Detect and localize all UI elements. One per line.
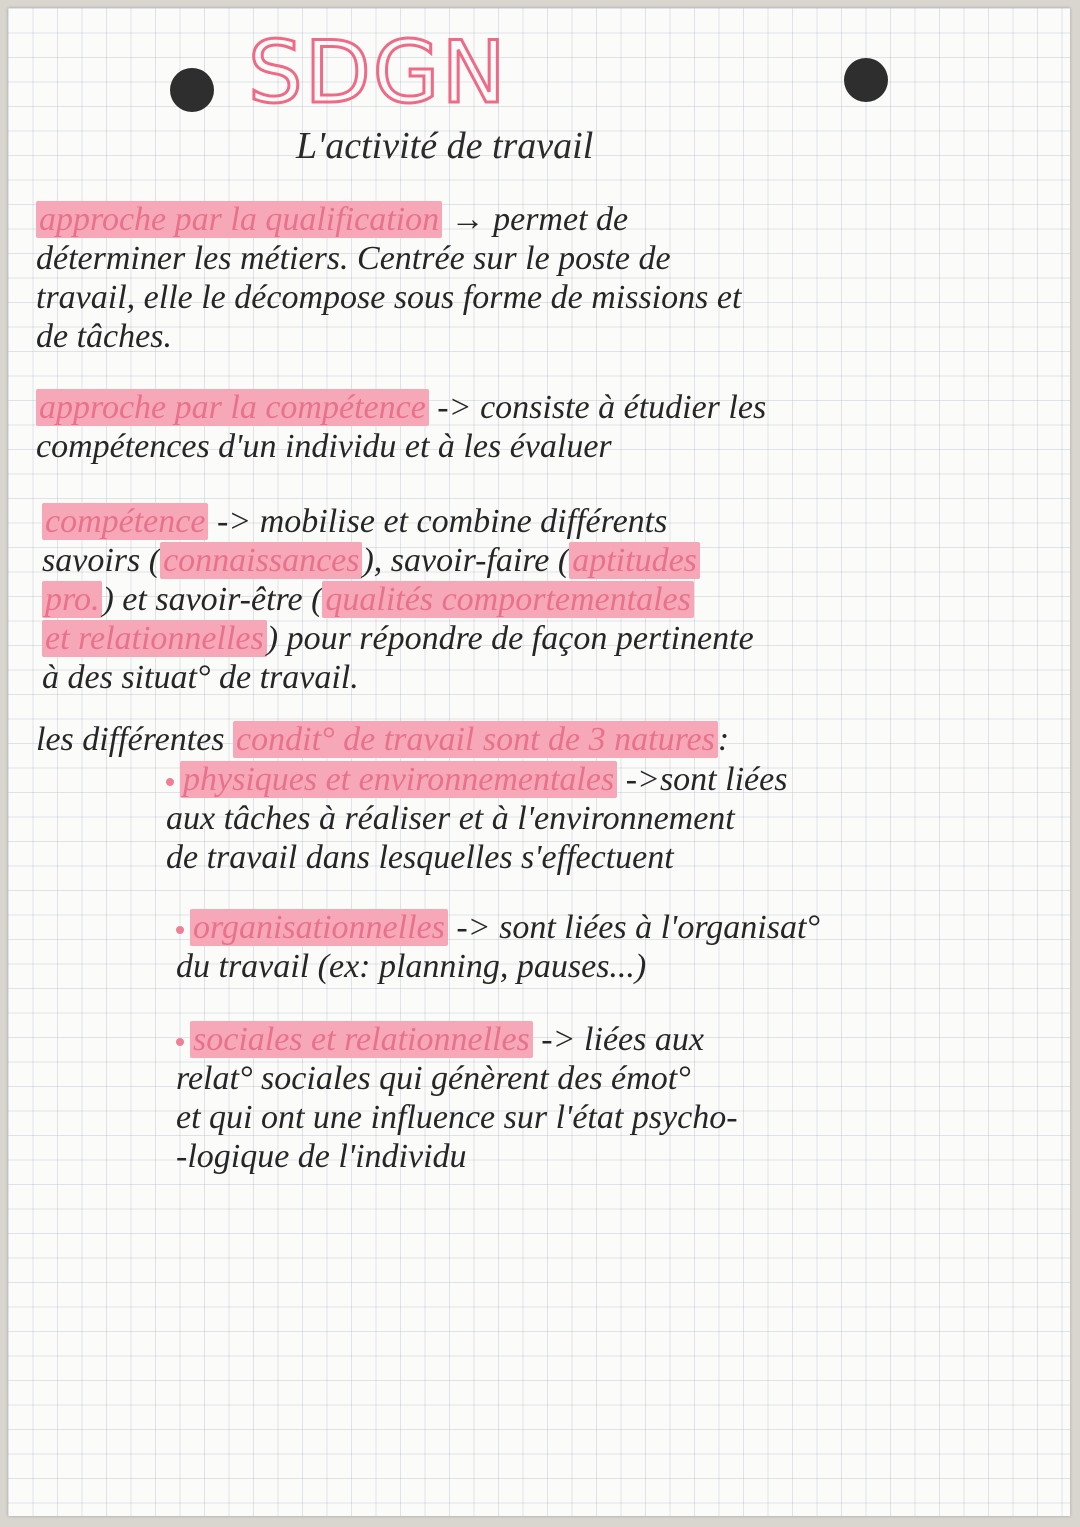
highlight-aptitudes: aptitudes [569,542,700,579]
section-competence-approach [36,388,766,466]
bullet-icon [166,778,174,786]
competence-line-4 [42,619,754,658]
qualification-text: permet de [484,201,629,238]
physiques-line-3: de travail dans lesquelles s'effectuent [166,839,674,876]
condition-item-physiques [166,760,787,877]
highlight-relationnelles: et relationnelles [42,620,267,657]
competence-term: compétence [42,503,208,540]
section-conditions [36,720,729,759]
arrow: -> [216,503,252,540]
competence-text: ) et savoir-être ( [102,581,323,618]
punch-hole-left [170,68,214,112]
sociales-line-4: -logique de l'individu [176,1138,467,1175]
competence-text: ) pour répondre de façon pertinente [266,620,754,657]
qualification-term: approche par la qualification [36,201,442,238]
organisationnelles-term: organisationnelles [190,909,448,946]
condition-item-sociales [176,1020,738,1176]
competence-text: ), savoir-faire ( [362,542,570,579]
arrow: -> [625,761,660,798]
sociales-line-3: et qui ont une influence sur l'état psycho- [176,1099,738,1136]
highlight-connaissances: connaissances [160,542,362,579]
bullet-icon [176,926,184,934]
sociales-text: liées aux [575,1021,704,1058]
punch-hole-right [844,58,888,102]
section-qualification [36,200,741,356]
arrow: -> [437,389,472,426]
notebook-page [8,8,1070,1516]
section-competence-definition [42,502,754,697]
competence-line-2 [42,541,754,580]
condition-item-organisationnelles [176,908,820,986]
competence-text: savoirs ( [42,542,161,579]
arrow: -> [541,1021,576,1058]
arrow: → [450,201,485,238]
highlight-qualites: qualités comportementales [322,581,693,618]
page-subtitle: L'activité de travail [296,125,594,167]
physiques-line-2: aux tâches à réaliser et à l'environnement [166,800,735,837]
competence-line-1 [42,502,754,541]
organisationnelles-line-1 [176,908,820,947]
qualification-line-4: de tâches. [36,318,172,355]
competence-approach-line-1 [36,388,766,427]
conditions-intro [36,720,729,759]
competence-text: mobilise et combine différents [251,503,668,540]
competence-line-5: à des situat° de travail. [42,659,359,696]
sociales-term: sociales et relationnelles [190,1021,533,1058]
qualification-line-1 [36,200,741,239]
qualification-line-3: travail, elle le décompose sous forme de missions et [36,279,742,316]
physiques-text: sont liées [659,761,788,798]
competence-approach-text: consiste à étudier les [471,389,767,426]
sociales-line-2: relat° sociales qui génèrent des émot° [176,1060,691,1097]
conditions-highlight: condit° de travail sont de 3 natures [233,721,718,758]
conditions-intro-text: les différentes [36,721,234,758]
qualification-line-2: déterminer les métiers. Centrée sur le poste de [36,240,671,277]
highlight-pro: pro. [42,581,102,618]
organisationnelles-text: sont liées à l'organisat° [490,909,821,946]
sociales-line-1 [176,1020,738,1059]
competence-approach-term: approche par la compétence [36,389,429,426]
competence-line-3 [42,580,754,619]
bullet-icon [176,1038,184,1046]
conditions-intro-colon: : [717,721,730,758]
arrow: -> [456,909,491,946]
competence-approach-line-2: compétences d'un individu et à les évaluer [36,428,612,465]
page-title: SDGN [248,23,508,123]
physiques-line-1 [166,760,787,799]
physiques-term: physiques et environnementales [180,761,617,798]
organisationnelles-line-2: du travail (ex: planning, pauses...) [176,948,647,985]
